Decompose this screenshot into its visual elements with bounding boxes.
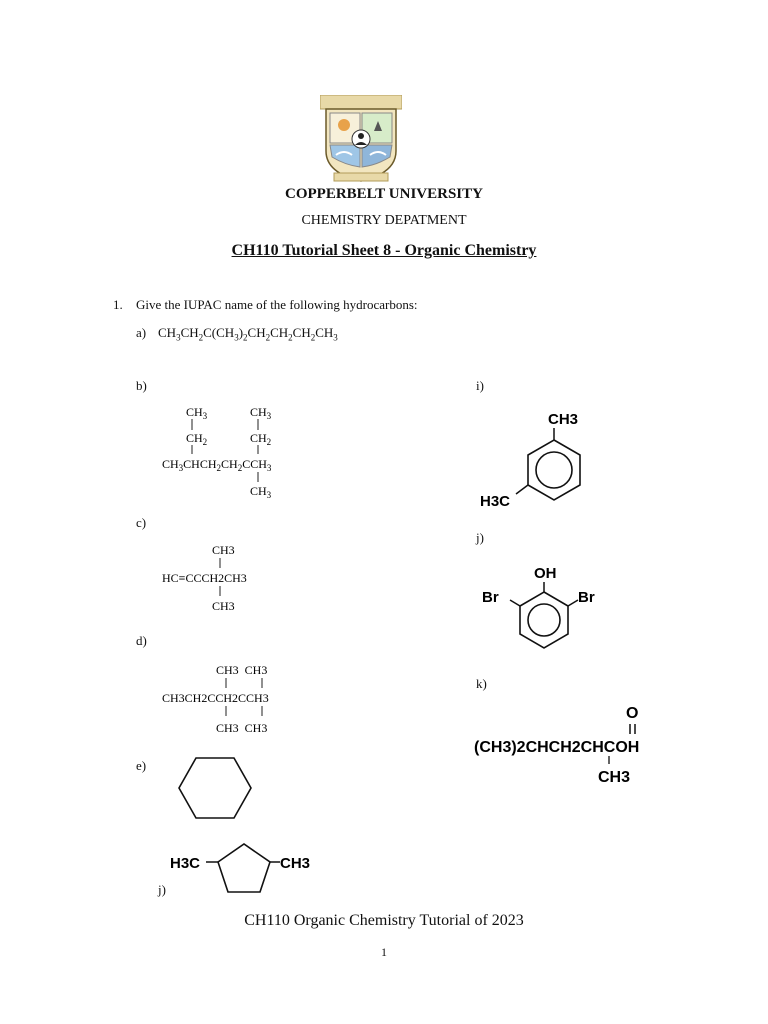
item-j-bottom-structure: [168, 836, 328, 896]
k-carbonyl-oxygen: O: [626, 705, 639, 722]
item-a-formula: $CH_3CH_2C(CH_3)_2CH_2CH_2CH_2CH_3$: [158, 325, 338, 343]
k-methyl-bottom: CH3: [598, 769, 631, 786]
item-j-bottom-label: j): [158, 882, 166, 897]
d-main-chain: CH3CH2CCH2CCH3: [162, 691, 269, 705]
j-bottom-left-methyl: H3C: [170, 855, 201, 872]
j-hydroxyl: OH: [534, 565, 557, 582]
item-k-label: k): [476, 676, 487, 691]
item-e-label: e): [136, 758, 147, 773]
c-main-chain: HC≡CCCH2CH3: [162, 571, 247, 585]
item-c-label: c): [136, 515, 147, 530]
item-i-structure: [476, 406, 596, 514]
question-number: 1.: [113, 297, 123, 312]
item-d-structure: [160, 658, 300, 742]
item-k-structure: [472, 700, 692, 792]
j-bromo-left: Br: [482, 589, 499, 606]
item-c-structure: [160, 538, 290, 618]
b-ch3-top-right: $CH_3$: [250, 405, 272, 421]
d-bottom-methyls: CH3 CH3: [216, 721, 268, 735]
d-top-methyls: CH3 CH3: [216, 663, 268, 677]
i-methyl-left: H3C: [480, 493, 511, 510]
page-title: CH110 Tutorial Sheet 8 - Organic Chemistry: [231, 242, 537, 259]
question-text: Give the IUPAC name of the following hydrocarbons:: [136, 297, 418, 312]
j-bottom-right-methyl: CH3: [280, 855, 311, 872]
university-name: COPPERBELT UNIVERSITY: [285, 186, 483, 202]
item-d-label: d): [136, 633, 147, 648]
item-a-label: a): [136, 325, 147, 340]
item-b-structure: [158, 398, 298, 506]
item-i-label: i): [476, 378, 484, 393]
item-j-right-label: j): [476, 530, 484, 545]
footer-text: CH110 Organic Chemistry Tutorial of 2023: [244, 912, 524, 929]
university-crest-icon: [320, 95, 402, 183]
department-name: CHEMISTRY DEPATMENT: [301, 213, 467, 228]
cyclohexane-icon: [176, 756, 254, 822]
k-main-chain: (CH3)2CHCH2CHCOH: [474, 739, 640, 756]
b-ch3-top-left: $CH_3$: [186, 405, 208, 421]
b-main-chain: $CH_3CHCH_2CH_2CCH_3$: [162, 457, 272, 473]
b-ch3-bottom: $CH_3$: [250, 484, 272, 500]
page-number: 1: [381, 945, 387, 959]
item-b-label: b): [136, 378, 147, 393]
b-ch2-right: $CH_2$: [250, 431, 272, 447]
item-j-right-structure: [480, 560, 610, 668]
i-methyl-top: CH3: [548, 411, 579, 428]
b-ch2-left: $CH_2$: [186, 431, 208, 447]
c-ch3-bottom: CH3: [212, 599, 235, 613]
c-ch3-top: CH3: [212, 543, 235, 557]
j-bromo-right: Br: [578, 589, 595, 606]
